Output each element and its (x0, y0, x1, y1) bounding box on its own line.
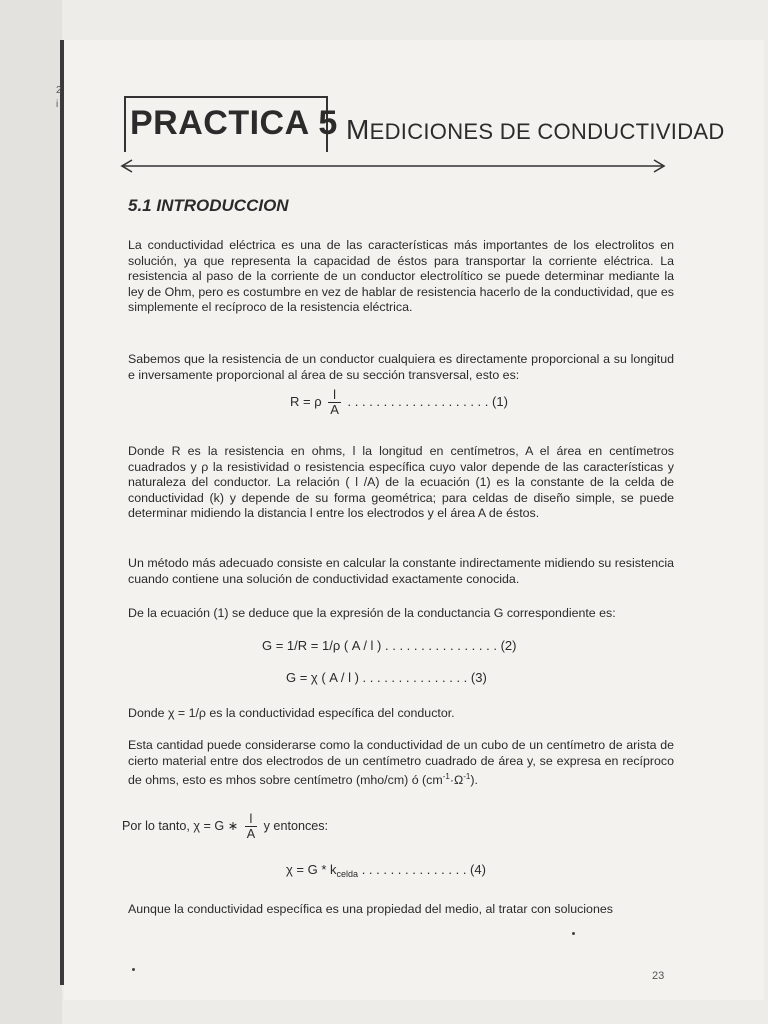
subtitle-rest: EDICIONES DE CONDUCTIVIDAD (369, 119, 725, 144)
section-heading: 5.1 INTRODUCCION (128, 196, 289, 215)
paragraph-method: Un método más adecuado consiste en calcular la constante indirectamente midiendo su resistencia cuando contiene una solución de conductividad exactamente conocida. (128, 556, 674, 586)
margin-mark: 2 (56, 85, 62, 96)
page-binding-edge (60, 40, 64, 985)
paragraph-intro: La conductividad eléctrica es una de las características más importantes de los electrolitos en solución, ya que representa la capacidad de éstos para transportar la corriente eléctrica. La resistencia al paso de la corriente de un conductor electrolítico se puede determinar mediante la ley de Ohm, pero es costumbre en vez de hablar de resistencia hacerlo de la conductividad, que es simplemente el recíproco de la resistencia eléctrica. (128, 238, 674, 315)
equation-1 (290, 388, 508, 417)
margin-marks (56, 84, 62, 112)
p7-superscript-1: -1 (442, 772, 450, 782)
eq1-fraction (328, 388, 341, 417)
eq4-tail: . . . . . . . . . . . . . . . (4) (361, 862, 486, 877)
equation-3: G = χ ( A / l ) . . . . . . . . . . . . . . . (3) (286, 670, 487, 685)
p8-after: y entonces: (263, 818, 329, 833)
page-number: 23 (652, 970, 665, 982)
equation-2: G = 1/R = 1/ρ ( A / l ) . . . . . . . . . . . . . . . . (2) (262, 638, 517, 653)
eq1-tail: . . . . . . . . . . . . . . . . . . . . (1) (347, 393, 508, 409)
speck (132, 968, 135, 971)
double-arrow-divider (118, 158, 668, 174)
paragraph-closing: Aunque la conductividad específica es una propiedad del medio, al tratar con soluciones (128, 902, 613, 916)
p8-numerator: l (245, 812, 257, 827)
equation-therefore (122, 812, 328, 841)
p8-lhs: χ = G ∗ (193, 818, 239, 833)
speck (572, 932, 575, 935)
p7-text: Esta cantidad puede considerarse como la conductividad de un cubo de un centímetro de arista de cierto material entre dos electrodos de un centímetro cuadrado de área y, se expresa en recíproco de ohms, esto es mhos sobre centímetro (mho/cm) ó (cm (128, 738, 674, 788)
p7-superscript-2: -1 (463, 772, 471, 782)
paragraph-resistance: Sabemos que la resistencia de un conductor cualquiera es directamente proporcional a su longitud e inversamente proporcional al área de su sección transversal, esto es: (128, 352, 674, 382)
p8-denominator: A (246, 827, 256, 841)
eq1-lhs: R = ρ (290, 393, 322, 409)
eq1-numerator: l (328, 388, 341, 403)
subtitle-initial: M (346, 114, 370, 145)
paragraph-cube (128, 738, 674, 789)
p7-end: ). (470, 773, 478, 788)
practice-title: PRACTICA 5 (130, 104, 338, 142)
practice-subtitle (346, 114, 725, 146)
eq1-denominator: A (330, 402, 339, 417)
margin-mark: i (56, 99, 59, 110)
paragraph-definitions: Donde R es la resistencia en ohms, l la longitud en centímetros, A el área en centímetros cuadrados y ρ la resistividad o resistencia específica cuyo valor depende de las características y naturaleza del conductor. La relación ( l /A) de la ecuación (1) es la constante de la celda de conductividad (k) y depende de su forma geométrica; para celdas de diseño simple, se puede determinar midiendo la distancia l entre los electrodos y el área A de éstos. (128, 444, 674, 521)
scan-background (0, 0, 62, 1024)
paragraph-conductance: De la ecuación (1) se deduce que la expresión de la conductancia G correspondiente es: (128, 606, 616, 620)
p8-fraction (245, 812, 257, 841)
p7-omega: ·Ω (449, 773, 464, 788)
paragraph-specific-conductivity: Donde χ = 1/ρ es la conductividad específica del conductor. (128, 706, 455, 720)
eq4-lhs: χ = G * k (286, 862, 337, 877)
eq4-subscript: celda (336, 869, 359, 879)
p8-before: Por lo tanto, (122, 818, 190, 833)
equation-4 (286, 862, 486, 879)
